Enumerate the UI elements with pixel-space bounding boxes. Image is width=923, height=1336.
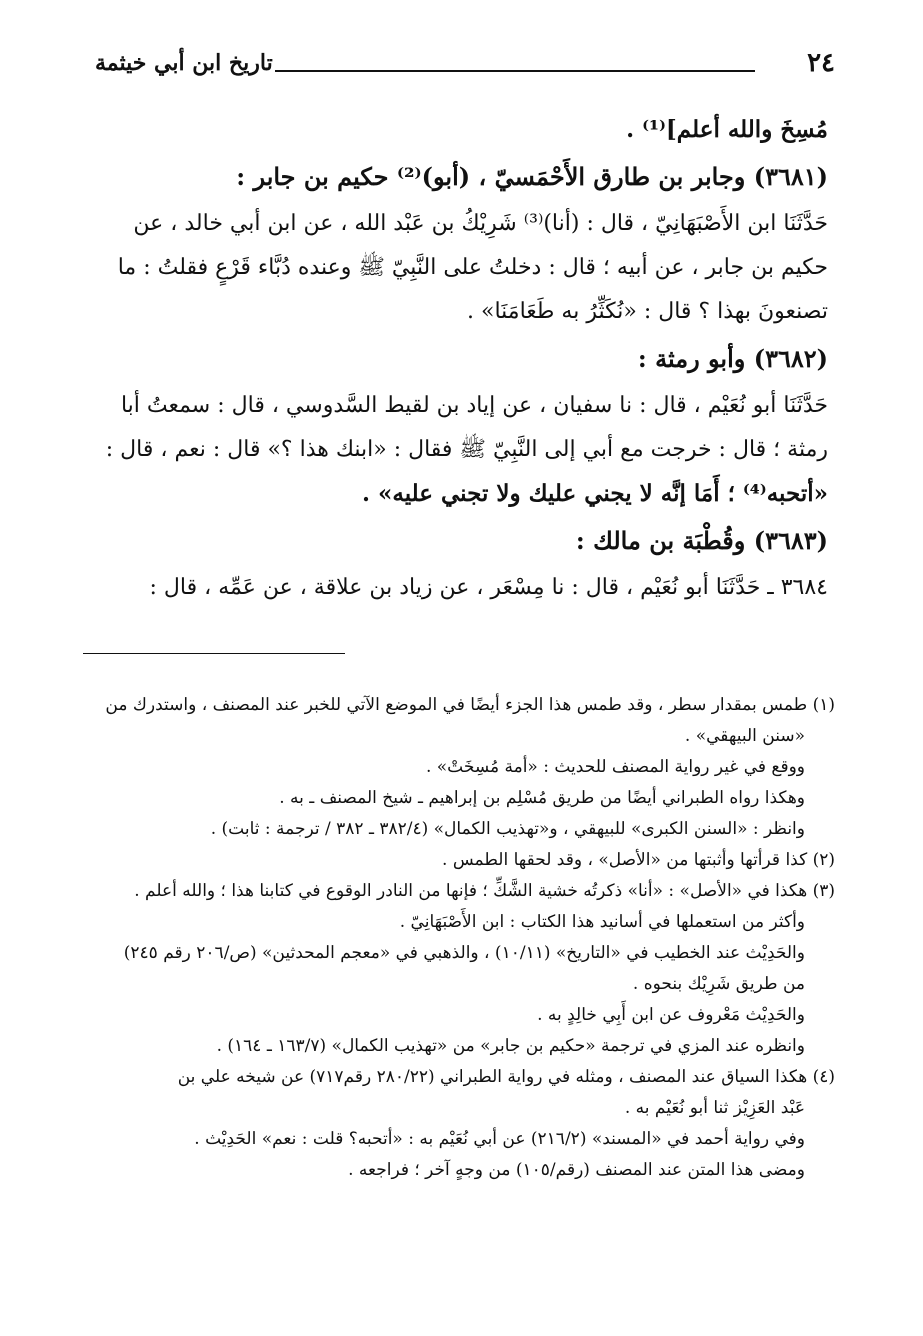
text-line: ٣٦٨٤ ـ حَدَّثَنَا أبو نُعَيْم ، قال : نا مِسْعَر ، عن زياد بن علاقة ، عن عَمِّه ، قال :	[149, 575, 828, 600]
footnote-line: وهكذا رواه الطبراني أيضًا من طريق مُسْلِم بن إبراهيم ـ شيخ المصنف ـ به .	[279, 788, 805, 808]
footnote-line: وأكثر من استعملها في أسانيد هذا الكتاب : ابن الأَصْبَهَانِيّ .	[399, 912, 805, 932]
text-line: رمثة ؛ قال : خرجت مع أبي إلى النَّبِيّ ﷺ فقال : «ابنك هذا ؟» قال : نعم ، قال :	[105, 437, 828, 462]
footnote-line: «سنن البيهقي» .	[684, 726, 805, 746]
footnote-separator	[83, 653, 345, 654]
footnote-line: وانظر : «السنن الكبرى» للبيهقي ، و«تهذيب الكمال» (٣٨٢/٤ ـ ٣٨٢ / ترجمة : ثابت) .	[210, 819, 805, 839]
running-title: تاريخ ابن أبي خيثمة	[95, 50, 273, 76]
footnote-line: عَبْد العَزِيْز ثنا أبو نُعَيْم به .	[624, 1098, 805, 1118]
entry-heading: (٣٦٨١) وجابر بن طارق الأَحْمَسيّ ، (أبو)⁽²⁾ حكيم بن جابر :	[236, 162, 828, 191]
header-rule	[275, 70, 755, 72]
footnote-line: (١) طمس بمقدار سطر ، وقد طمس هذا الجزء أيضًا في الموضع الآتي للخبر عند المصنف ، واستدرك من	[105, 695, 835, 715]
footnote-line: ومضى هذا المتن عند المصنف (رقم/١٠٥) من وجهٍ آخر ؛ فراجعه .	[348, 1160, 805, 1180]
text-line: مُسِخَ والله أعلم]⁽¹⁾ .	[626, 116, 828, 143]
footnote-line: وانظره عند المزي في ترجمة «حكيم بن جابر» من «تهذيب الكمال» (١٦٣/٧ ـ ١٦٤) .	[216, 1036, 805, 1056]
footnote-line: (٢) كذا قرأتها وأثبتها من «الأصل» ، وقد لحقها الطمس .	[442, 850, 835, 870]
entry-heading: (٣٦٨٣) وقُطْبَة بن مالك :	[575, 526, 828, 555]
text-line: حَدَّثَنَا ابن الأَصْبَهَانِيّ ، قال : (أنا)⁽³⁾ شَرِيْكُ بن عَبْد الله ، عن ابن أبي خالد ، عن	[133, 211, 828, 236]
main-text	[92, 108, 828, 610]
page-number: ٢٤	[807, 48, 835, 78]
text-line: تصنعونَ بهذا ؟ قال : «نُكَثِّرُ به طَعَامَنَا» .	[467, 299, 828, 324]
page-header	[95, 48, 835, 88]
footnote-line: وفي رواية أحمد في «المسند» (٢١٦/٢) عن أبي نُعَيْم به : «أتحبه؟ قلت : نعم» الحَدِيْث .	[194, 1129, 805, 1149]
footnote-line: ووقع في غير رواية المصنف للحديث : «أمة مُسِخَتْ» .	[425, 757, 805, 777]
footnote-line: (٣) هكذا في «الأصل» : «أنا» ذكرتُه خشية الشَّكِّ ؛ فإنها من النادر الوقوع في كتابنا هذا ؛ والله أعلم .	[134, 881, 835, 901]
footnotes	[87, 690, 835, 1186]
text-line: حَدَّثَنَا أبو نُعَيْم ، قال : نا سفيان ، عن إياد بن لقيط السَّدوسي ، قال : سمعتُ أبا	[120, 393, 828, 418]
text-line: «أتحبه⁽⁴⁾ ؛ أَمَا إنَّه لا يجني عليك ولا تجني عليه» .	[361, 480, 828, 507]
text-line: حكيم بن جابر ، عن أبيه ؛ قال : دخلتُ على النَّبِيّ ﷺ وعنده دُبَّاء قَرْعٍ فقلتُ : ما	[117, 255, 828, 280]
entry-heading: (٣٦٨٢) وأبو رمثة :	[637, 344, 828, 373]
footnote-line: والحَدِيْث عند الخطيب في «التاريخ» (١٠/١١) ، والذهبي في «معجم المحدثين» (ص/٢٠٦ رقم ٢٤٥)	[123, 943, 805, 963]
footnote-line: (٤) هكذا السياق عند المصنف ، ومثله في رواية الطبراني (٢٨٠/٢٢ رقم٧١٧) عن شيخه علي بن	[177, 1067, 835, 1087]
footnote-line: من طريق شَرِيْك بنحوه .	[632, 974, 805, 994]
footnote-line: والحَدِيْث مَعْروف عن ابن أَبِي خالِدٍ به .	[537, 1005, 805, 1025]
